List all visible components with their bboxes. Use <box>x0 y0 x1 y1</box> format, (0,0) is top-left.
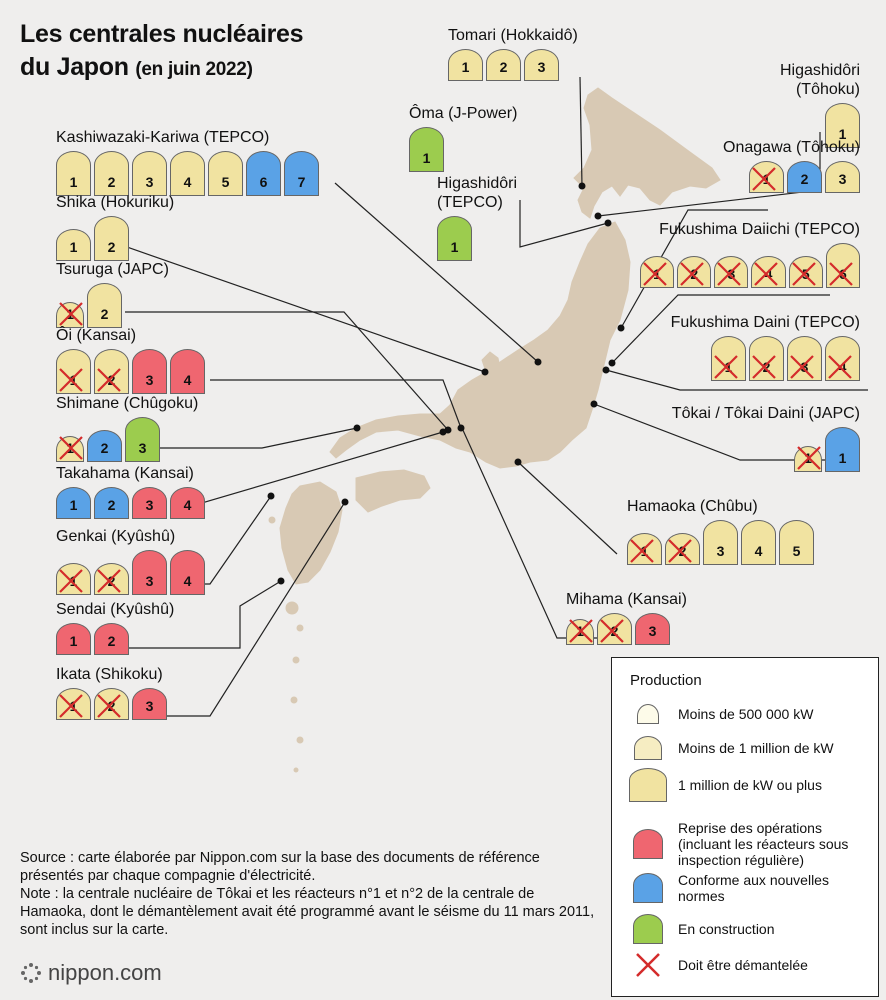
reactor-icon <box>677 256 711 288</box>
reactor-number: 3 <box>727 266 736 282</box>
reactor-number: 1 <box>69 633 78 649</box>
reactor-icon <box>711 336 746 381</box>
plant-name: Ôi (Kansai) <box>56 327 137 344</box>
reactor-row <box>56 417 198 462</box>
reactor-row <box>720 161 860 193</box>
note-text: Note : la centrale nucléaire de Tôkai et les réacteurs n°1 et n°2 de la centrale de Hamaoka, dont le démantèlement avait été programmé avant le séisme du 11 mars 2011, sont inclus sur la carte. <box>20 886 595 938</box>
reactor-icon <box>825 336 860 381</box>
reactor-number: 1 <box>69 573 78 589</box>
reactor-icon <box>703 520 738 565</box>
reactor-row <box>56 349 205 394</box>
reactor-icon <box>132 550 167 595</box>
reactor-number: 1 <box>762 171 771 187</box>
large-reactor-icon <box>629 768 667 802</box>
reactor-row <box>640 243 860 288</box>
reactor-number: 1 <box>69 239 78 255</box>
reactor-number: 4 <box>754 543 763 559</box>
reactor-number: 2 <box>690 266 699 282</box>
reactor-icon <box>132 487 167 519</box>
reactor-number: 2 <box>762 359 771 375</box>
plant-name: Mihama (Kansai) <box>566 591 687 608</box>
reactor-icon <box>789 256 823 288</box>
kyushu-island <box>280 482 342 584</box>
reactor-number: 1 <box>838 450 847 466</box>
reactor-icon <box>94 487 129 519</box>
reactor-icon <box>56 229 91 261</box>
legend-small: Moins de 500 000 kW <box>626 704 813 724</box>
reactor-icon <box>597 613 632 645</box>
reactor-number: 5 <box>792 543 801 559</box>
reactor-number: 1 <box>69 372 78 388</box>
reactor-number: 4 <box>838 359 847 375</box>
plant-fukushima-daiichi <box>640 220 860 288</box>
map-title <box>20 18 303 86</box>
reactor-number: 4 <box>183 174 192 190</box>
reactor-number: 3 <box>648 623 657 639</box>
reactor-icon <box>825 161 860 193</box>
plant-name: Onagawa (Tôhoku) <box>723 139 860 156</box>
plant-higashidori-tohoku <box>720 61 860 148</box>
reactor-row <box>660 427 860 472</box>
plant-hamaoka <box>627 497 814 565</box>
reactor-icon <box>56 302 84 328</box>
reactor-number: 1 <box>838 126 847 142</box>
reactor-number: 4 <box>764 266 773 282</box>
reactor-number: 3 <box>145 372 154 388</box>
reactor-icon <box>56 151 91 196</box>
reactor-number: 2 <box>107 497 116 513</box>
reactor-icon <box>94 349 129 394</box>
plant-name: Higashidôri (Tôhoku) <box>779 62 860 98</box>
plant-shika <box>56 193 174 261</box>
plant-tokai <box>660 404 860 472</box>
reactor-icon <box>56 623 91 655</box>
reactor-row <box>56 151 319 196</box>
medium-reactor-icon <box>634 736 662 760</box>
legend-restart: Reprise des opérations (incluant les réacteurs sous inspection régulière) <box>626 820 878 868</box>
reactor-number: 4 <box>183 372 192 388</box>
legend-decommission: Doit être démantelée <box>626 952 808 978</box>
reactor-number: 1 <box>724 359 733 375</box>
plant-sendai <box>56 600 174 655</box>
reactor-icon <box>486 49 521 81</box>
reactor-number: 6 <box>839 266 847 282</box>
reactor-icon <box>640 256 674 288</box>
reactor-icon <box>246 151 281 196</box>
small-reactor-icon <box>637 704 659 724</box>
reactor-icon <box>56 487 91 519</box>
plant-name: Hamaoka (Chûbu) <box>627 498 758 515</box>
reactor-icon <box>208 151 243 196</box>
reactor-icon <box>448 49 483 81</box>
reactor-number: 6 <box>259 174 268 190</box>
reactor-number: 2 <box>107 239 116 255</box>
reactor-number: 2 <box>610 623 619 639</box>
reactor-icon <box>56 436 84 462</box>
plant-mihama <box>566 590 687 645</box>
reactor-icon <box>826 243 860 288</box>
reactor-number: 1 <box>66 440 74 456</box>
reactor-number: 1 <box>422 150 431 166</box>
legend-conform: Conforme aux nouvelles normes <box>626 872 858 904</box>
reactor-row <box>56 216 174 261</box>
reactor-icon <box>665 533 700 565</box>
title-line1: Les centrales nucléaires <box>20 20 304 48</box>
reactor-icon <box>132 688 167 720</box>
plant-kashiwazaki-kariwa <box>56 128 319 196</box>
reactor-number: 3 <box>800 359 809 375</box>
reactor-row <box>56 688 167 720</box>
reactor-number: 2 <box>107 698 116 714</box>
plant-tomari <box>448 26 578 81</box>
legend-large: 1 million de kW ou plus <box>626 768 822 802</box>
reactor-number: 3 <box>138 440 147 456</box>
reactor-number: 2 <box>800 171 809 187</box>
legend-construction: En construction <box>626 914 775 944</box>
reactor-icon <box>749 161 784 193</box>
reactor-row <box>627 520 814 565</box>
reactor-icon <box>94 151 129 196</box>
blue-reactor-icon <box>633 873 663 903</box>
reactor-number: 2 <box>107 633 116 649</box>
reactor-icon <box>132 349 167 394</box>
plant-shimane <box>56 394 198 462</box>
plant-fukushima-daini <box>670 313 860 381</box>
plant-name: Tomari (Hokkaidô) <box>448 27 578 44</box>
reactor-number: 1 <box>69 174 78 190</box>
reactor-number: 2 <box>107 573 116 589</box>
reactor-icon <box>787 336 822 381</box>
reactor-row <box>670 336 860 381</box>
reactor-number: 3 <box>838 171 847 187</box>
reactor-number: 2 <box>107 174 116 190</box>
title-sub: (en juin 2022) <box>135 59 253 80</box>
plant-name: Fukushima Daini (TEPCO) <box>670 314 860 331</box>
reactor-icon <box>56 688 91 720</box>
reactor-number: 3 <box>716 543 725 559</box>
reactor-icon <box>94 563 129 595</box>
hokkaido-island <box>574 88 720 218</box>
plant-higashidori-tepco <box>437 174 547 261</box>
reactor-number: 3 <box>145 698 154 714</box>
plant-name: Sendai (Kyûshû) <box>56 601 175 618</box>
reactor-number: 3 <box>537 59 546 75</box>
plant-name: Shika (Hokuriku) <box>56 194 175 211</box>
reactor-number: 2 <box>100 440 109 456</box>
reactor-row <box>409 127 517 172</box>
reactor-icon <box>56 563 91 595</box>
reactor-number: 3 <box>145 174 154 190</box>
reactor-number: 7 <box>297 174 306 190</box>
reactor-number: 5 <box>801 266 810 282</box>
plant-name: Shimane (Chûgoku) <box>56 395 199 412</box>
reactor-icon <box>132 151 167 196</box>
reactor-row <box>56 283 169 328</box>
plant-name: Ôma (J-Power) <box>409 105 518 122</box>
reactor-icon <box>794 446 822 472</box>
plant-name: Tsuruga (JAPC) <box>56 261 169 278</box>
reactor-icon <box>56 349 91 394</box>
reactor-number: 5 <box>221 174 230 190</box>
reactor-icon <box>409 127 444 172</box>
plant-name: Takahama (Kansai) <box>56 465 194 482</box>
source-note <box>20 849 600 939</box>
reactor-icon <box>635 613 670 645</box>
reactor-icon <box>125 417 160 462</box>
plant-tsuruga <box>56 260 169 328</box>
plant-name: Fukushima Daiichi (TEPCO) <box>659 221 860 238</box>
cross-icon <box>635 952 661 978</box>
reactor-number: 1 <box>69 698 78 714</box>
reactor-icon <box>94 688 129 720</box>
green-reactor-icon <box>633 914 663 944</box>
title-line2: du Japon <box>20 53 129 81</box>
legend-title: Production <box>630 672 702 689</box>
reactor-number: 1 <box>461 59 470 75</box>
plant-name: Higashidôri (TEPCO) <box>437 175 518 211</box>
reactor-icon <box>714 256 748 288</box>
logo-text: nippon.com <box>48 960 162 985</box>
reactor-icon <box>170 487 205 519</box>
reactor-row <box>566 613 687 645</box>
reactor-number: 1 <box>640 543 649 559</box>
reactor-icon <box>787 161 822 193</box>
reactor-icon <box>170 349 205 394</box>
plant-ikata <box>56 665 167 720</box>
reactor-row <box>437 216 547 261</box>
plant-takahama <box>56 464 205 519</box>
reactor-icon <box>87 283 122 328</box>
reactor-icon <box>825 427 860 472</box>
reactor-number: 1 <box>653 266 661 282</box>
red-reactor-icon <box>633 829 663 859</box>
nippon-logo <box>20 960 162 986</box>
reactor-icon <box>170 550 205 595</box>
reactor-number: 1 <box>450 239 459 255</box>
reactor-icon <box>94 216 129 261</box>
reactor-icon <box>779 520 814 565</box>
reactor-icon <box>437 216 472 261</box>
plant-oi <box>56 326 205 394</box>
source-text: Source : carte élaborée par Nippon.com sur la base des documents de référence présentés par chaque compagnie d'électricité. <box>20 850 540 884</box>
reactor-icon <box>751 256 785 288</box>
logo-mark-icon <box>20 962 42 984</box>
reactor-icon <box>566 619 594 645</box>
reactor-row <box>56 487 205 519</box>
shikoku-island <box>356 470 430 512</box>
plant-name: Tôkai / Tôkai Daini (JAPC) <box>671 405 860 422</box>
legend-medium: Moins de 1 million de kW <box>626 736 834 760</box>
reactor-number: 2 <box>100 306 109 322</box>
reactor-icon <box>284 151 319 196</box>
plant-genkai <box>56 527 205 595</box>
plant-onagawa <box>720 138 860 193</box>
reactor-icon <box>94 623 129 655</box>
reactor-number: 1 <box>804 450 812 466</box>
plant-name: Ikata (Shikoku) <box>56 666 163 683</box>
reactor-number: 2 <box>499 59 508 75</box>
plant-name: Genkai (Kyûshû) <box>56 528 176 545</box>
reactor-row <box>56 550 205 595</box>
reactor-number: 3 <box>145 497 154 513</box>
reactor-icon <box>741 520 776 565</box>
reactor-number: 1 <box>69 497 78 513</box>
reactor-icon <box>170 151 205 196</box>
reactor-number: 1 <box>66 306 74 322</box>
reactor-number: 4 <box>183 497 192 513</box>
reactor-number: 2 <box>107 372 116 388</box>
reactor-number: 2 <box>678 543 687 559</box>
reactor-number: 1 <box>576 623 584 639</box>
reactor-icon <box>524 49 559 81</box>
reactor-number: 4 <box>183 573 192 589</box>
reactor-row <box>448 49 578 81</box>
reactor-icon <box>749 336 784 381</box>
plant-oma <box>409 104 517 172</box>
reactor-icon <box>87 430 122 462</box>
reactor-row <box>56 623 174 655</box>
reactor-number: 3 <box>145 573 154 589</box>
legend <box>611 657 879 997</box>
reactor-icon <box>627 533 662 565</box>
plant-name: Kashiwazaki-Kariwa (TEPCO) <box>56 129 270 146</box>
